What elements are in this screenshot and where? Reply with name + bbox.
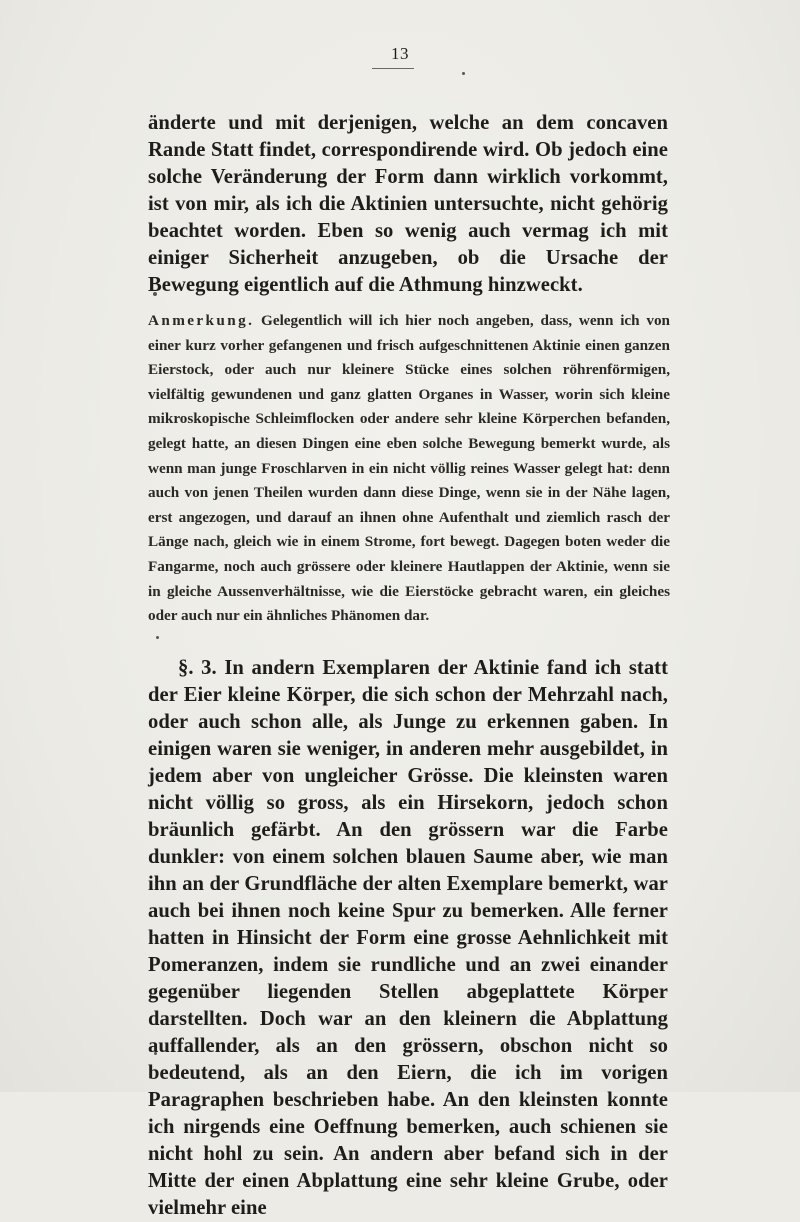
ink-speck xyxy=(462,72,465,75)
page-number: 13 xyxy=(391,44,409,63)
remark-text: Gelegentlich will ich hier noch angeben, dass, wenn ich von einer kurz vorher gefangenen und frisch aufgeschnittenen Aktinie einen ganzen Eierstock, oder auch nur kleinere Stücke eines solchen röhrenförmigen, vielfältig gewundenen und ganz glatten Organes in Wasser, worin sich kleine mikroskopische Schleimflocken oder andere sehr kleine Körperchen befanden, gelegt hatte, an diesen Dingen eine eben solche Bewegung bemerkt wurde, als wenn man junge Froschlarven in ein nicht völlig reines Wasser gelegt hat: denn auch von jenen Theilen wurden dann diese Dinge, wenn sie in der Nähe lagen, erst angezogen, und darauf an ihnen ohne Aufenthalt und ziemlich rasch der Länge nach, gleich wie in einem Strome, fort bewegt. Dagegen boten weder die Fangarme, noch auch grössere oder kleinere Hautlappen der Aktinie, wenn sie in gleiche Aussenverhältnisse, wie die Eierstöcke gebracht waren, ein gleiches oder auch nur ein ähnliches Phänomen dar. xyxy=(148,312,670,625)
footnote-remark xyxy=(148,309,670,629)
paragraph-text: änderte und mit derjenigen, welche an dem concaven Rande Statt findet, correspondirende wird. Ob jedoch eine solche Veränderung der Form dann wirklich vorkommt, ist von mir, als ich die Aktinien untersuchte, nicht gehörig beachtet worden. Eben so wenig auch vermag ich mit einiger Sicherheit anzugeben, ob die Ursache der Bewegung eigentlich auf die Athmung hinzweckt. xyxy=(148,112,668,296)
remark-label: Anmerkung. xyxy=(148,312,255,329)
section-marker: §. 3. xyxy=(178,657,217,679)
section-text: In andern Exemplaren der Aktinie fand ich statt der Eier kleine Körper, die sich schon der Mehrzahl nach, oder auch schon alle, als Junge zu erkennen gaben. In einigen waren sie weniger, in anderen mehr ausgebildet, in jedem aber von ungleicher Grösse. Die kleinsten waren nicht völlig so gross, als ein Hirsekorn, jedoch schon bräunlich gefärbt. An den grössern war die Farbe dunkler: von einem solchen blauen Saume aber, wie man ihn an der Grundfläche der alten Exemplare bemerkt, war auch bei ihnen noch keine Spur zu bemerken. Alle ferner hatten in Hinsicht der Form eine grosse Aehnlichkeit mit Pomeranzen, indem sie rundliche und an zwei einander gegenüber liegenden Stellen abgeplattete Körper darstellten. Doch war an den kleinern die Abplattung auffallender, als an den grössern, obschon nicht so bedeutend, als an den Eiern, die ich im vorigen Paragraphen beschrieben habe. An den kleinsten konnte ich nirgends eine Oeffnung bemerken, auch schienen sie nicht hohl zu sein. An andern aber befand sich in der Mitte der einen Abplattung eine sehr kleine Grube, oder vielmehr eine xyxy=(148,657,668,1219)
ink-speck xyxy=(156,636,159,639)
section-paragraph xyxy=(148,655,668,1222)
page-number-rule xyxy=(372,68,414,69)
paragraph-continued xyxy=(148,110,668,299)
